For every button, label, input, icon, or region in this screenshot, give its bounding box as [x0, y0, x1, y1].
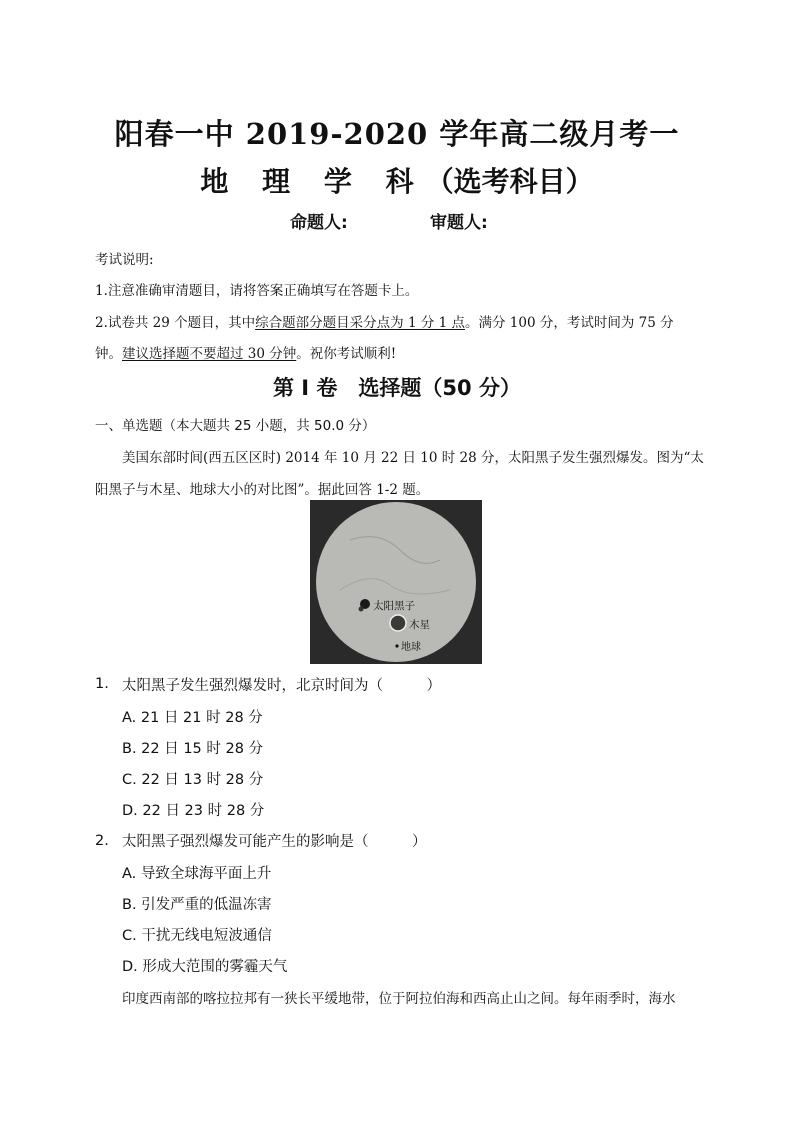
label-sunspot: 太阳黑子 [373, 600, 415, 612]
label-earth: 地球 [401, 642, 421, 653]
question-2-option-d: D. 形成大范围的雾霾天气 [122, 959, 288, 975]
question-2-option-b: B. 引发严重的低温冻害 [122, 897, 272, 913]
section-title: 第 I 卷 选择题（50 分） [273, 376, 521, 400]
instruction-1: 1.注意准确审清题目，请将答案正确填写在答题卡上。 [95, 283, 419, 299]
subject-type: （选考科目） [425, 165, 594, 198]
question-1-option-a: A. 21 日 21 时 28 分 [122, 710, 263, 726]
setter-label: 命题人: [290, 213, 348, 233]
question-1-option-c: C. 22 日 13 时 28 分 [122, 772, 264, 788]
sun-diagram [310, 500, 482, 664]
sun-disk [316, 502, 476, 662]
intro-line-2: 阳黑子与木星、地球大小的对比图”。据此回答 1-2 题。 [95, 482, 430, 498]
exam-title: 阳春一中 2019-2020 学年高二级月考一 [114, 117, 680, 151]
instruction-2-underlined-a: 综合题部分题目采分点为 1 分 1 点 [255, 315, 465, 331]
authors-line [290, 208, 488, 233]
question-2-number: 2. [95, 833, 109, 849]
trailing-passage: 印度西南部的喀拉拉邦有一狭长平缓地带，位于阿拉伯海和西高止山之间。每年雨季时，海水 [122, 991, 676, 1007]
sunspot-figure [310, 500, 482, 664]
reviewer-label: 审题人: [430, 213, 488, 233]
instructions-heading: 考试说明: [95, 252, 154, 268]
instruction-2-line-1 [95, 311, 674, 331]
question-2-stem: 太阳黑子强烈爆发可能产生的影响是（ ） [122, 834, 427, 850]
subject-name: 地 理 学 科 [200, 165, 426, 198]
instruction-2-text-b: 。满分 100 分，考试时间为 75 分 [465, 315, 674, 331]
question-1-option-d: D. 22 日 23 时 28 分 [122, 803, 265, 819]
question-1-stem: 太阳黑子发生强烈爆发时，北京时间为（ ） [122, 678, 441, 694]
question-2-option-a: A. 导致全球海平面上升 [122, 866, 272, 882]
instruction-2-text-d: 。祝你考试顺利! [296, 346, 397, 362]
section-part: 一、单选题（本大题共 25 小题，共 50.0 分） [95, 418, 376, 434]
question-1-number: 1. [95, 676, 109, 692]
question-1-option-b: B. 22 日 15 时 28 分 [122, 741, 264, 757]
jupiter-icon [390, 615, 406, 631]
earth-icon [395, 644, 398, 647]
instruction-2-line-2 [95, 342, 396, 362]
question-2-option-c: C. 干扰无线电短波通信 [122, 928, 272, 944]
instruction-2-text-c: 钟。 [95, 346, 122, 362]
instruction-2-text-a: 2.试卷共 29 个题目，其中 [95, 315, 256, 331]
sunspot-small-icon [359, 607, 364, 612]
intro-line-1: 美国东部时间(西五区区时) 2014 年 10 月 22 日 10 时 28 分，太阳黑子发生强烈爆发。图为“太 [122, 450, 704, 466]
exam-subtitle [0, 160, 794, 200]
label-jupiter: 木星 [409, 619, 430, 631]
instruction-2-underlined-b: 建议选择题不要超过 30 分钟 [122, 346, 297, 362]
